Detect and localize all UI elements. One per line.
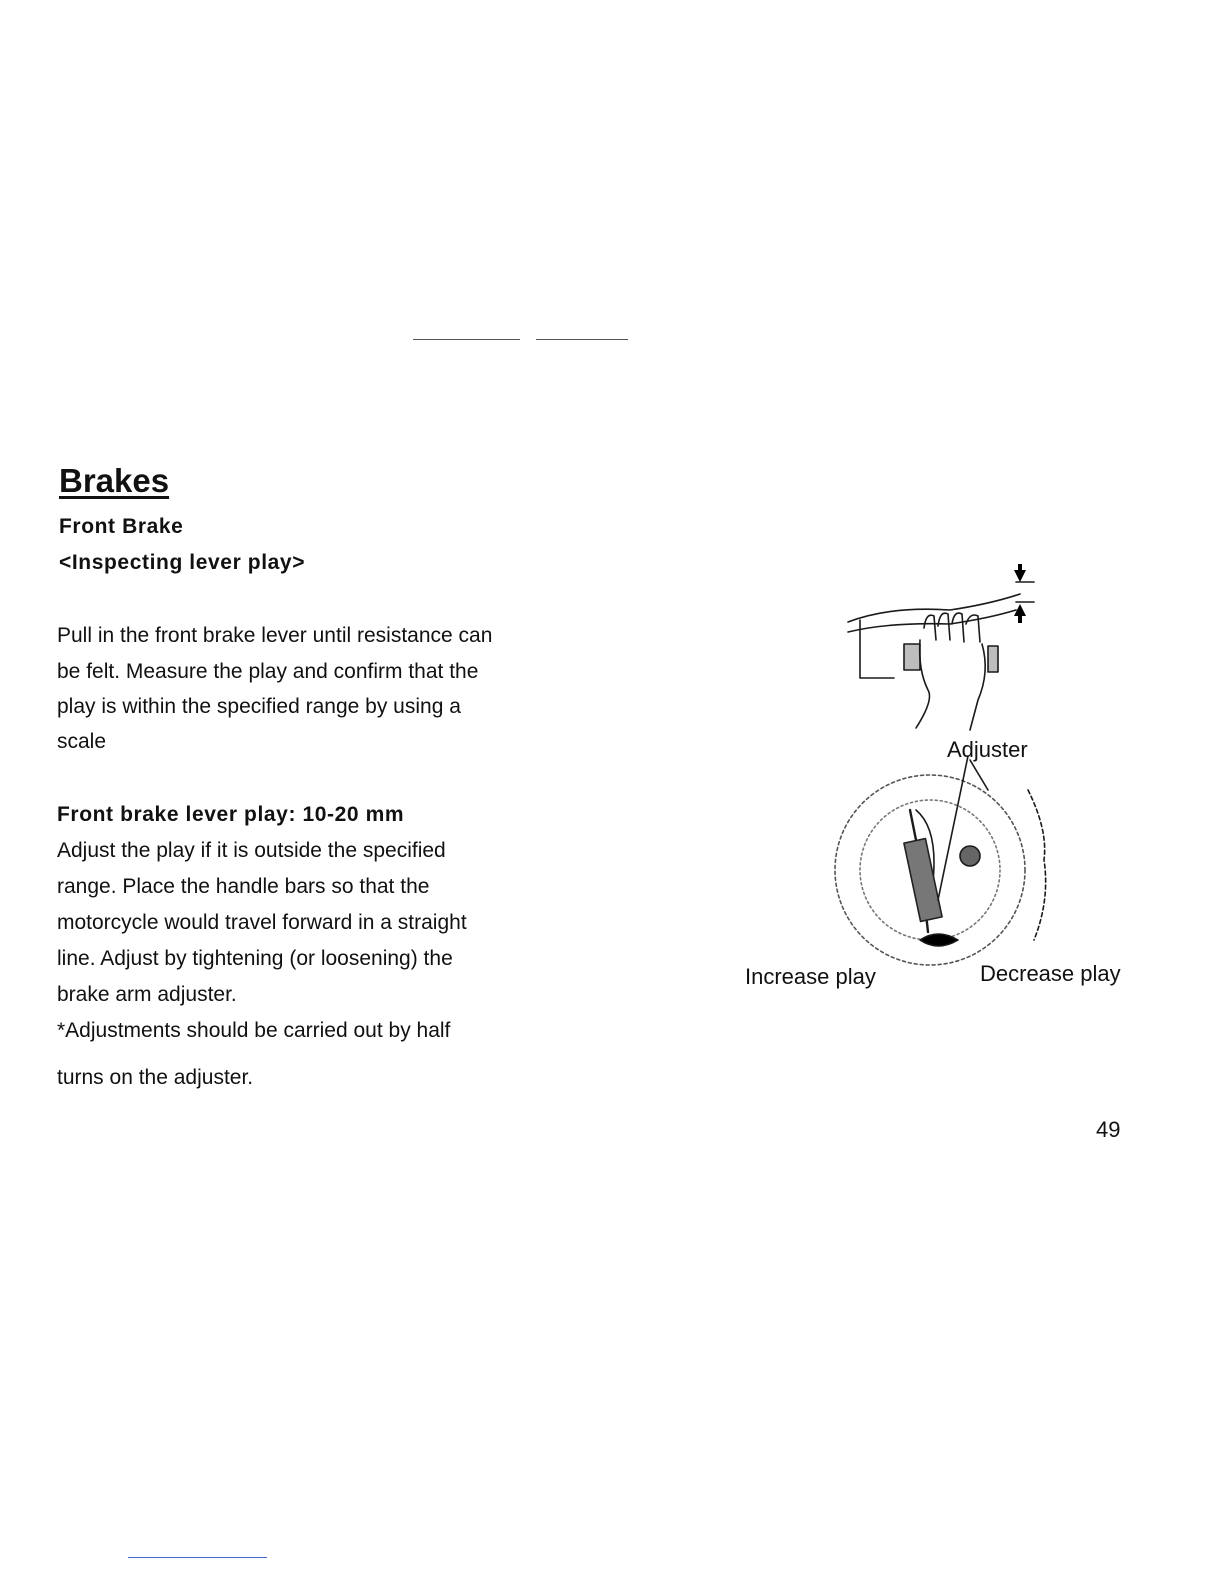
- brake-hub-illustration: [835, 756, 1046, 965]
- intro-line: be felt. Measure the play and confirm that the: [57, 660, 479, 683]
- adjust-line: *Adjustments should be carried out by half: [57, 1019, 451, 1042]
- adjust-line: line. Adjust by tightening (or loosening) the: [57, 947, 453, 970]
- adjust-line: turns on the adjuster.: [57, 1066, 254, 1089]
- adjust-line: brake arm adjuster.: [57, 983, 237, 1006]
- brake-lever-illustration: [848, 582, 1034, 730]
- spec-label: Front brake lever play: 10-20 mm: [57, 803, 405, 826]
- brake-figure: [820, 560, 1050, 970]
- intro-line: play is within the specified range by using a: [57, 695, 461, 718]
- decrease-play-label: Decrease play: [980, 961, 1121, 986]
- intro-line: scale: [57, 730, 107, 753]
- page-title: Brakes: [59, 462, 170, 499]
- page-number: 49: [1096, 1117, 1121, 1142]
- top-rule-right: [536, 339, 628, 340]
- increase-play-label: Increase play: [745, 964, 876, 989]
- adjust-line: Adjust the play if it is outside the specified: [57, 839, 446, 862]
- adjust-line: motorcycle would travel forward in a straight: [57, 911, 467, 934]
- section-subtitle: Front Brake: [59, 515, 184, 538]
- adjust-line: range. Place the handle bars so that the: [57, 875, 430, 898]
- bottom-rule: [128, 1557, 267, 1558]
- adjuster-label: Adjuster: [947, 737, 1028, 762]
- intro-line: Pull in the front brake lever until resistance can: [57, 624, 493, 647]
- top-rule-left: [413, 339, 520, 340]
- subsection-title: <Inspecting lever play>: [59, 551, 306, 574]
